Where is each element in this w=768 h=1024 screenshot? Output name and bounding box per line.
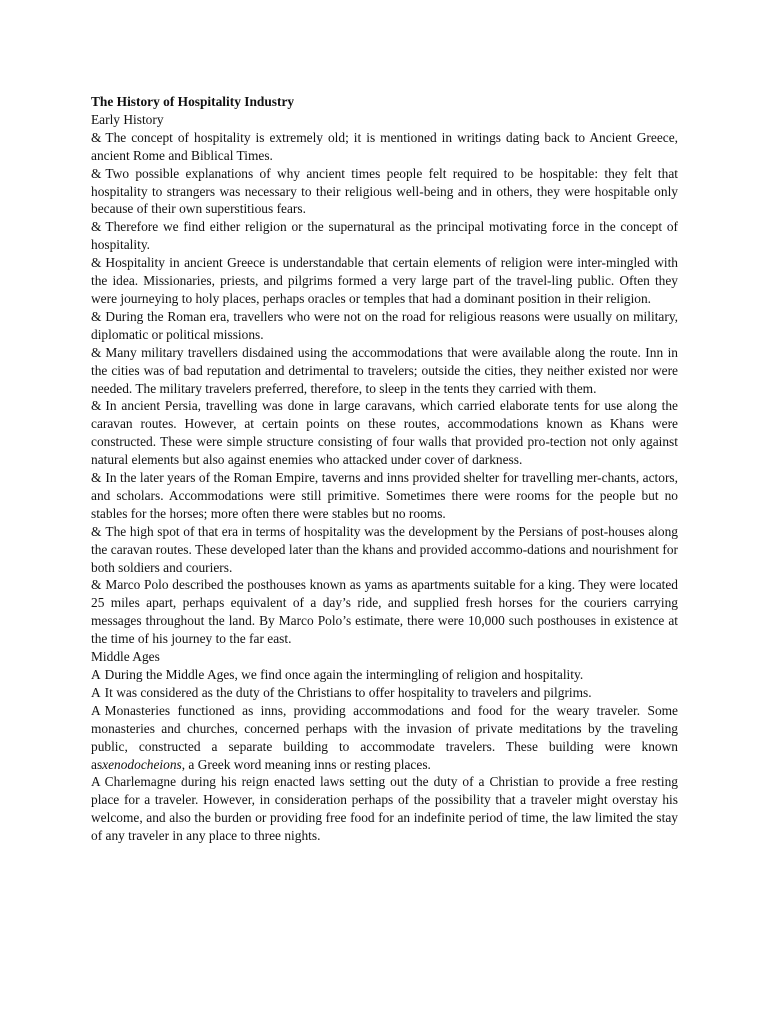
paragraph	[91, 165, 678, 219]
bullet-marker: &	[91, 129, 102, 145]
bullet-marker: A	[91, 702, 101, 718]
section-heading-middle-ages: Middle Ages	[91, 649, 160, 665]
paragraph	[91, 129, 678, 165]
paragraph-text: Therefore we find either religion or the supernatural as the principal motivating force in the concept of hospitality.	[91, 219, 678, 253]
paragraph-text: The concept of hospitality is extremely old; it is mentioned in writings dating back to Ancient Greece, ancient Rome and Biblical Times.	[91, 129, 678, 163]
document-page	[91, 93, 678, 845]
paragraph-text: During the Roman era, travellers who were not on the road for religious reasons were usually on military, diplomatic or political missions.	[91, 308, 678, 342]
paragraph	[91, 702, 678, 774]
paragraph	[91, 666, 678, 684]
italic-term: xenodocheions	[102, 756, 182, 772]
paragraph-text: In the later years of the Roman Empire, taverns and inns provided shelter for travelling mer-chants, actors, and scholars. Accommodations were still primitive. Sometimes there were rooms for the people but no stables for the horses; more often there were stables but no rooms.	[91, 470, 678, 521]
bullet-marker: &	[91, 165, 102, 181]
paragraph	[91, 576, 678, 648]
bullet-marker: A	[91, 774, 101, 790]
paragraph	[91, 308, 678, 344]
paragraph	[91, 218, 678, 254]
document-title: The History of Hospitality Industry	[91, 94, 295, 109]
paragraph-text: Monasteries functioned as inns, providing accommodations and food for the weary traveler. Some monasteries and churches, concerned perhaps with the invasion of private meditations by the traveling public, constructed a separate building to accommodate travelers. These building were known as	[91, 702, 678, 772]
paragraph-text: Marco Polo described the posthouses known as yams as apartments suitable for a king. They were located 25 miles apart, perhaps equivalent of a day’s ride, and supplied fresh horses for the couriers carrying messages throughout the land. By Marco Polo’s estimate, there were 10,000 such posthouses in existence at the time of his journey to the far east.	[91, 577, 678, 647]
paragraph	[91, 684, 678, 702]
paragraph	[91, 397, 678, 469]
paragraph-text: The high spot of that era in terms of hospitality was the development by the Persians of post-houses along the caravan routes. These developed later than the khans and provided accommo-dations and nourishment for both soldiers and couriers.	[91, 523, 678, 575]
paragraph-text: In ancient Persia, travelling was done in large caravans, which carried elaborate tents for use along the caravan routes. However, at certain points on these routes, accommodations known as Khans were constructed. These were simple structure consisting of four walls that provided pro-tection not only against natural elements but also against enemies who attacked under cover of darkness.	[91, 398, 678, 468]
bullet-marker: &	[91, 219, 102, 235]
bullet-marker: A	[91, 667, 101, 682]
bullet-marker: A	[91, 684, 101, 700]
bullet-marker: &	[91, 523, 102, 539]
bullet-marker: &	[91, 344, 102, 360]
paragraph	[91, 254, 678, 308]
paragraph	[91, 523, 678, 577]
paragraph	[91, 344, 678, 398]
section-heading-early-history: Early History	[91, 111, 164, 127]
bullet-marker: &	[91, 470, 102, 486]
paragraph-text: Two possible explanations of why ancient times people felt required to be hospitable: they felt that hospitality to strangers was necessary to their religious well-being and in others, they were hospitable only because of their own superstitious fears.	[91, 165, 678, 217]
bullet-marker: &	[91, 577, 102, 593]
bullet-marker: &	[91, 255, 102, 271]
bullet-marker: &	[91, 398, 102, 414]
paragraph-text-tail: , a Greek word meaning inns or resting places.	[181, 756, 431, 772]
paragraph	[91, 469, 678, 523]
paragraph-text: Many military travellers disdained using the accommodations that were available along the route. Inn in the cities was of bad reputation and detrimental to travelers; outside the cities, they neither existed nor were needed. The military travelers preferred, therefore, to sleep in the tents they carried with them.	[91, 344, 678, 396]
paragraph	[91, 773, 678, 845]
paragraph-text: Charlemagne during his reign enacted laws setting out the duty of a Christian to provide a free resting place for a traveler. However, in consideration perhaps of the possibility that a traveler might overstay his welcome, and also the burden or providing free food for an indefinite period of time, the law limited the stay of any traveler in any place to three nights.	[91, 774, 678, 844]
paragraph-text: Hospitality in ancient Greece is understandable that certain elements of religion were inter-mingled with the idea. Missionaries, priests, and pilgrims formed a very large part of the travel-ling public. Often they were journeying to holy places, perhaps oracles or temples that had a dominant position in their religion.	[91, 255, 678, 306]
paragraph-text: During the Middle Ages, we find once again the intermingling of religion and hospitality.	[104, 667, 584, 682]
paragraph-text: It was considered as the duty of the Christians to offer hospitality to travelers and pilgrims.	[104, 684, 592, 700]
bullet-marker: &	[91, 308, 102, 324]
